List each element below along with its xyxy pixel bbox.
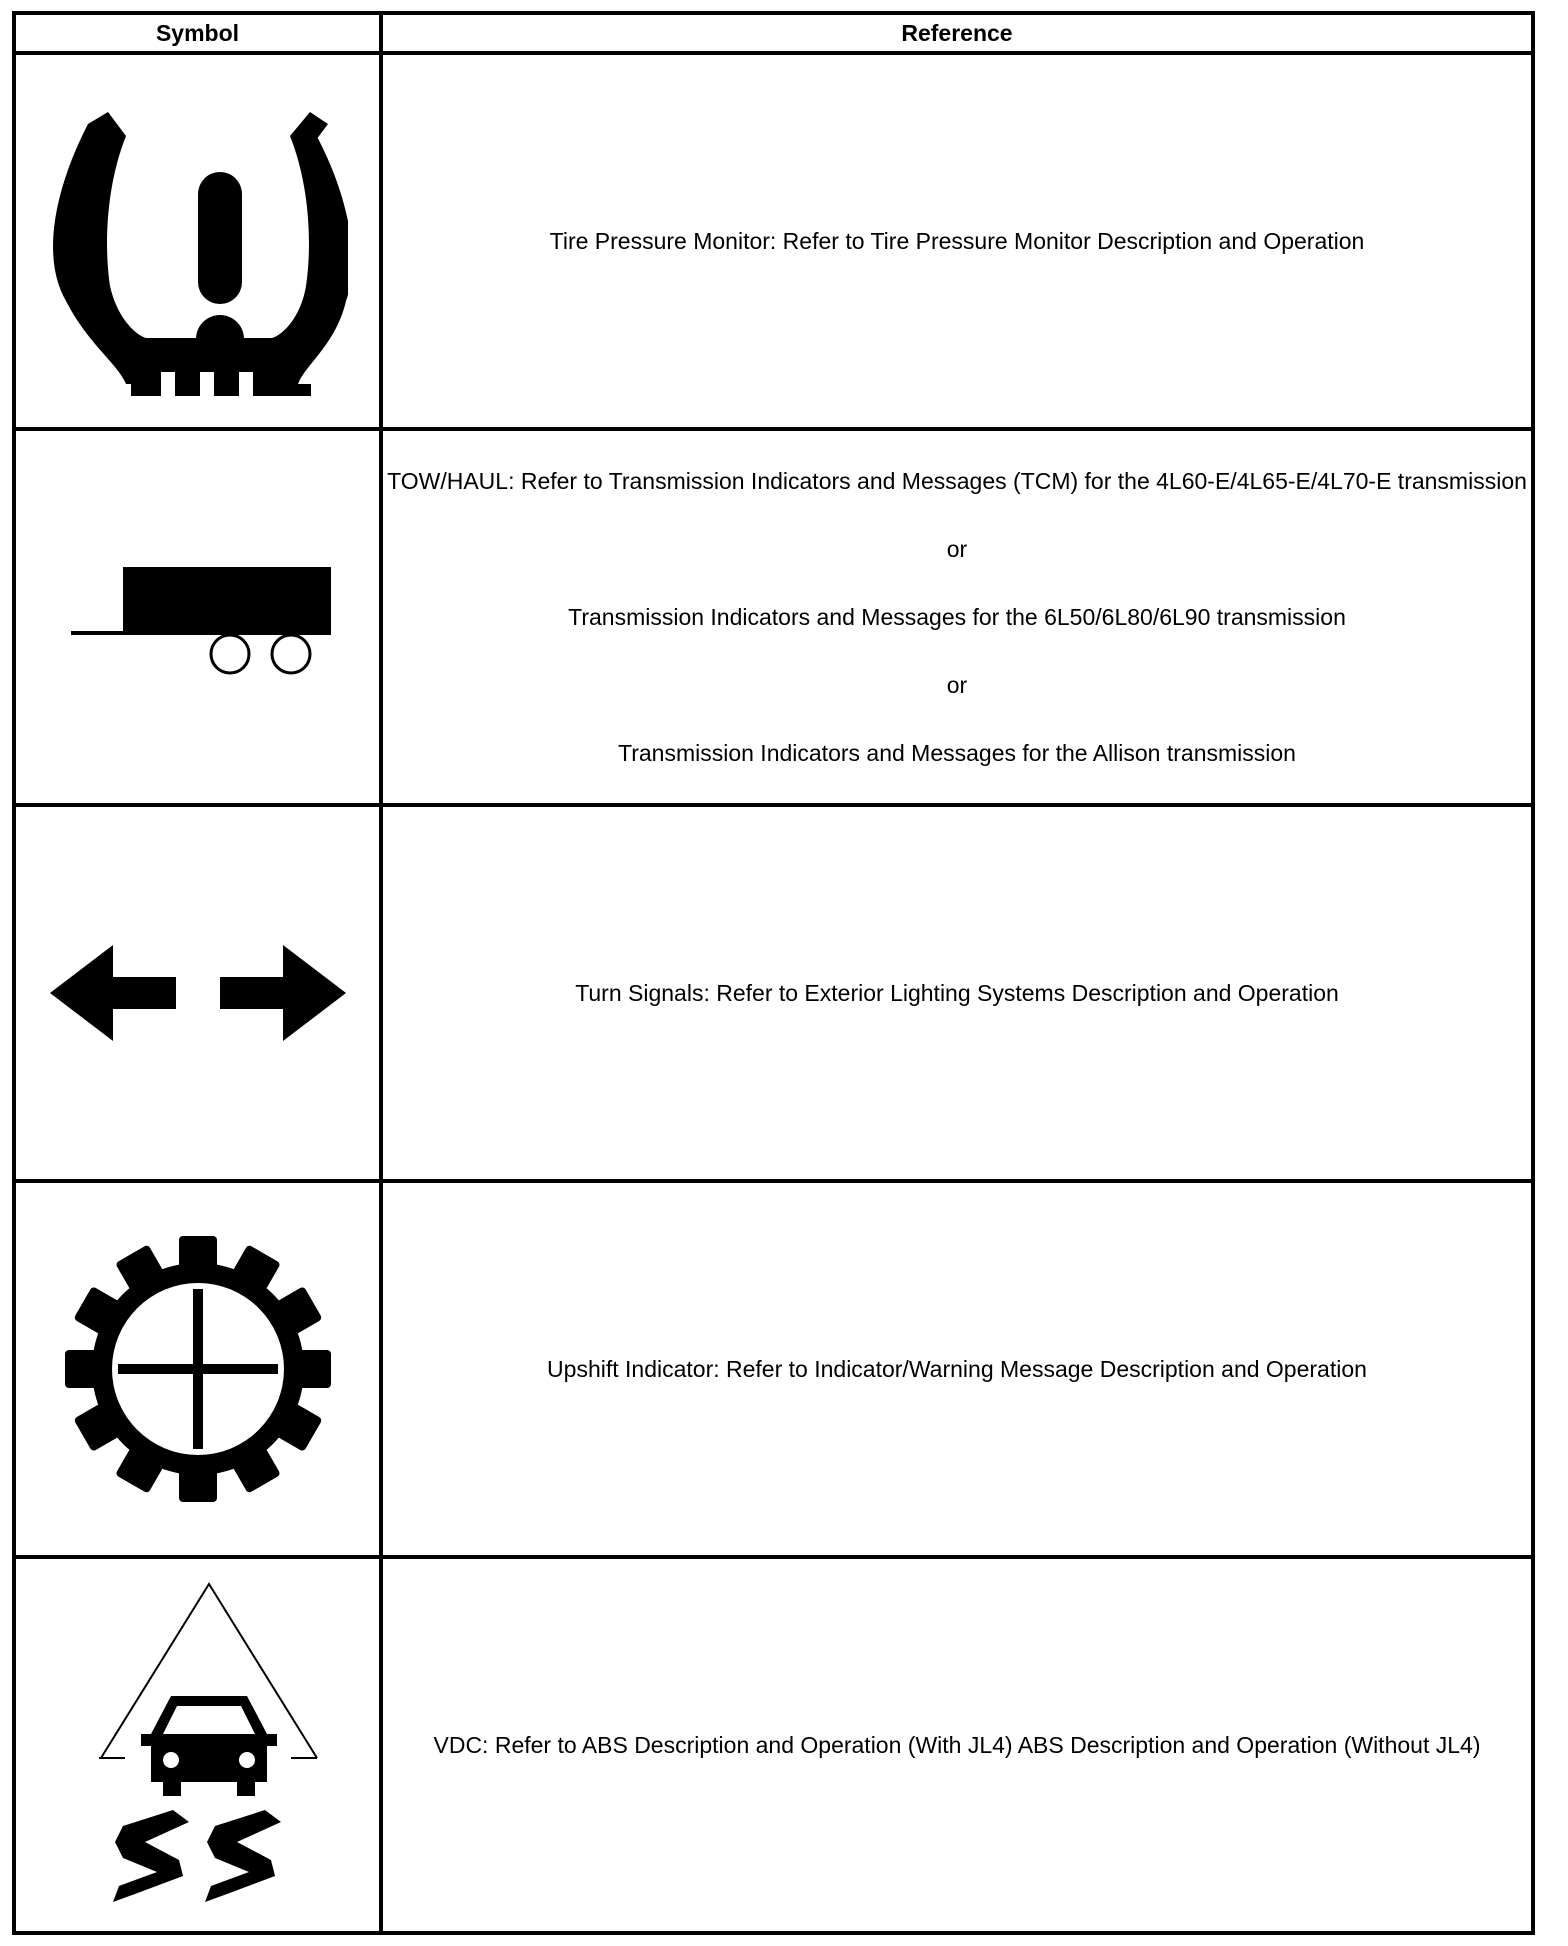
reference-cell <box>381 1181 1533 1557</box>
reference-text: or <box>946 671 968 698</box>
vehicle-skid-warning-icon <box>53 1580 343 1910</box>
symbol-cell <box>14 1181 381 1557</box>
table-row <box>14 53 1533 429</box>
upshift-gear-icon <box>63 1234 333 1504</box>
trailer-tow-haul-icon <box>53 557 343 677</box>
reference-text: VDC: Refer to ABS Description and Operation (With JL4) ABS Description and Operation (Without JL4) <box>433 1731 1481 1758</box>
header-reference: Reference <box>381 13 1533 53</box>
reference-text: Turn Signals: Refer to Exterior Lighting Systems Description and Operation <box>575 979 1339 1006</box>
reference-cell <box>381 429 1533 805</box>
reference-text: TOW/HAUL: Refer to Transmission Indicators and Messages (TCM) for the 4L60-E/4L65-E/4L70-E transmission <box>387 467 1527 494</box>
symbol-cell <box>14 1557 381 1933</box>
reference-text: Transmission Indicators and Messages for the 6L50/6L80/6L90 transmission <box>568 603 1346 630</box>
reference-table <box>12 11 1535 1935</box>
table-row <box>14 429 1533 805</box>
header-symbol: Symbol <box>14 13 381 53</box>
table-row <box>14 805 1533 1181</box>
reference-text: Transmission Indicators and Messages for the Allison transmission <box>618 739 1296 766</box>
reference-cell <box>381 53 1533 429</box>
reference-text: Tire Pressure Monitor: Refer to Tire Pressure Monitor Description and Operation <box>549 227 1365 254</box>
reference-cell <box>381 805 1533 1181</box>
tire-pressure-warning-icon <box>48 86 348 396</box>
table-row <box>14 1181 1533 1557</box>
reference-cell <box>381 1557 1533 1933</box>
symbol-cell <box>14 429 381 805</box>
table-row <box>14 1557 1533 1933</box>
symbol-cell <box>14 805 381 1181</box>
reference-text: or <box>946 535 968 562</box>
header-row <box>14 13 1533 53</box>
turn-signal-arrows-icon <box>48 943 348 1043</box>
reference-text: Upshift Indicator: Refer to Indicator/Warning Message Description and Operation <box>547 1355 1367 1382</box>
symbol-cell <box>14 53 381 429</box>
